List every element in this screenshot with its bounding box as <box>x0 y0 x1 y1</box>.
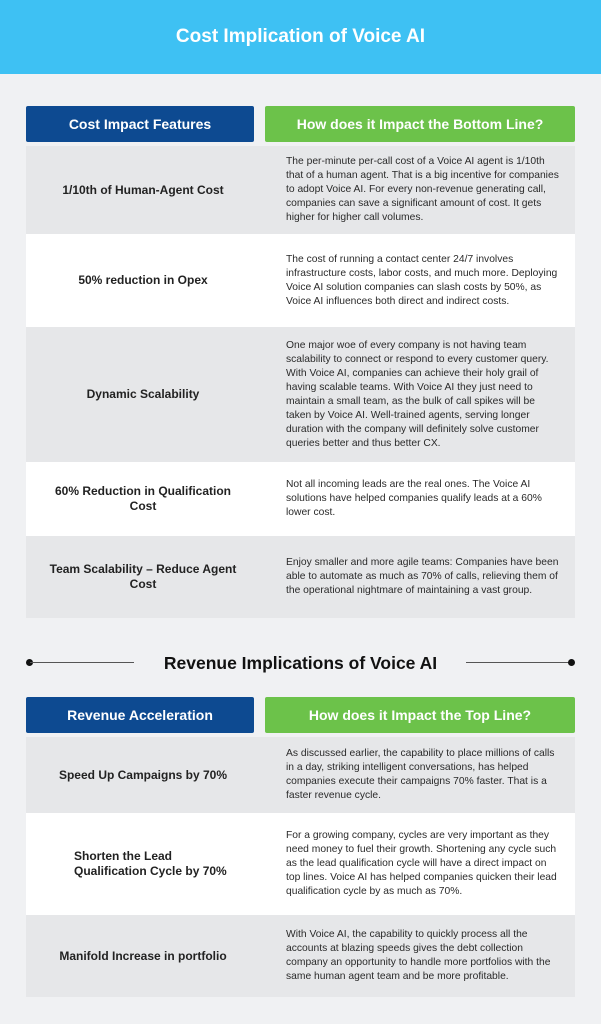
revenue-section-title <box>0 648 601 678</box>
cost-table <box>26 106 575 618</box>
feature-description: Enjoy smaller and more agile teams: Companies have been able to automate as much as 70% of calls, relieving them of the operational nightmare of maintaining a vast group. <box>286 557 559 596</box>
table-row <box>26 327 575 462</box>
feature-label: Shorten the Lead Qualification Cycle by 70% <box>74 849 227 878</box>
table-row <box>26 462 575 536</box>
page-title: Cost Implication of Voice AI <box>175 26 426 47</box>
feature-description: The per-minute per-call cost of a Voice AI agent is 1/10th that of a human agent. That is a big incentive for companies to adopt Voice AI. For every non-revenue generating call, companies can save a significant amount of cost. It gets higher for higher call volumes. <box>286 156 559 223</box>
divider-dot-right <box>568 659 575 666</box>
bottom-line-header: How does it Impact the Bottom Line? <box>265 106 575 142</box>
title-banner <box>0 0 601 74</box>
feature-label: 50% reduction in Opex <box>78 273 208 287</box>
feature-label: 60% Reduction in Qualification Cost <box>54 484 232 513</box>
revenue-acceleration-header: Revenue Acceleration <box>26 697 254 733</box>
cost-table-header <box>26 106 575 142</box>
feature-label: Team Scalability – Reduce Agent Cost <box>49 562 237 591</box>
feature-description: For a growing company, cycles are very important as they need money to fuel their growth. Shortening any cycle such as the lead qualification cycle will have a direct impact on top lines. Voice AI has helped companies quicken their lead qualification cycle by as much as 70%. <box>286 830 557 897</box>
table-row <box>26 146 575 234</box>
table-row <box>26 915 575 997</box>
revenue-title: Revenue Implications of Voice AI <box>163 652 438 673</box>
table-row <box>26 737 575 813</box>
cost-features-header: Cost Impact Features <box>26 106 254 142</box>
feature-description: Not all incoming leads are the real ones. The Voice AI solutions have helped companies qualify leads at a 60% lower cost. <box>286 479 542 518</box>
top-line-header: How does it Impact the Top Line? <box>265 697 575 733</box>
feature-description: The cost of running a contact center 24/7 involves infrastructure costs, labor costs, and much more. Deploying Voice AI solution companies can slash costs by 50%, as Voice AI influences both direct and indirect costs. <box>286 253 558 307</box>
feature-description: With Voice AI, the capability to quickly process all the accounts at blazing speeds gives the debt collection company an opportunity to handle more portfolios with the same human agent team and be more profitable. <box>286 929 551 982</box>
divider-line-right <box>466 662 570 663</box>
feature-description: One major woe of every company is not having team scalability to connect or respond to every customer query. With Voice AI, companies can achieve their holy grail of having scalable teams. With Voice AI they just need to maintain a small team, as the bulk of call spikes will be taken by Voice AI. Well-trained agents, serving longer duration with the company will definitely solve customer queries better and thus better CX. <box>286 339 549 449</box>
table-row <box>26 813 575 915</box>
revenue-table <box>26 697 575 997</box>
feature-label: 1/10th of Human-Agent Cost <box>62 182 224 197</box>
feature-label: Speed Up Campaigns by 70% <box>58 767 228 782</box>
revenue-table-header <box>26 697 575 733</box>
table-row <box>26 234 575 327</box>
table-row <box>26 536 575 618</box>
feature-label: Manifold Increase in portfolio <box>59 948 227 963</box>
feature-label: Dynamic Scalability <box>86 387 200 401</box>
feature-description: As discussed earlier, the capability to place millions of calls in a day, striking intelligent conversations, has helped companies execute their campaigns 70% faster. That is a faster revenue cycle. <box>286 748 555 801</box>
